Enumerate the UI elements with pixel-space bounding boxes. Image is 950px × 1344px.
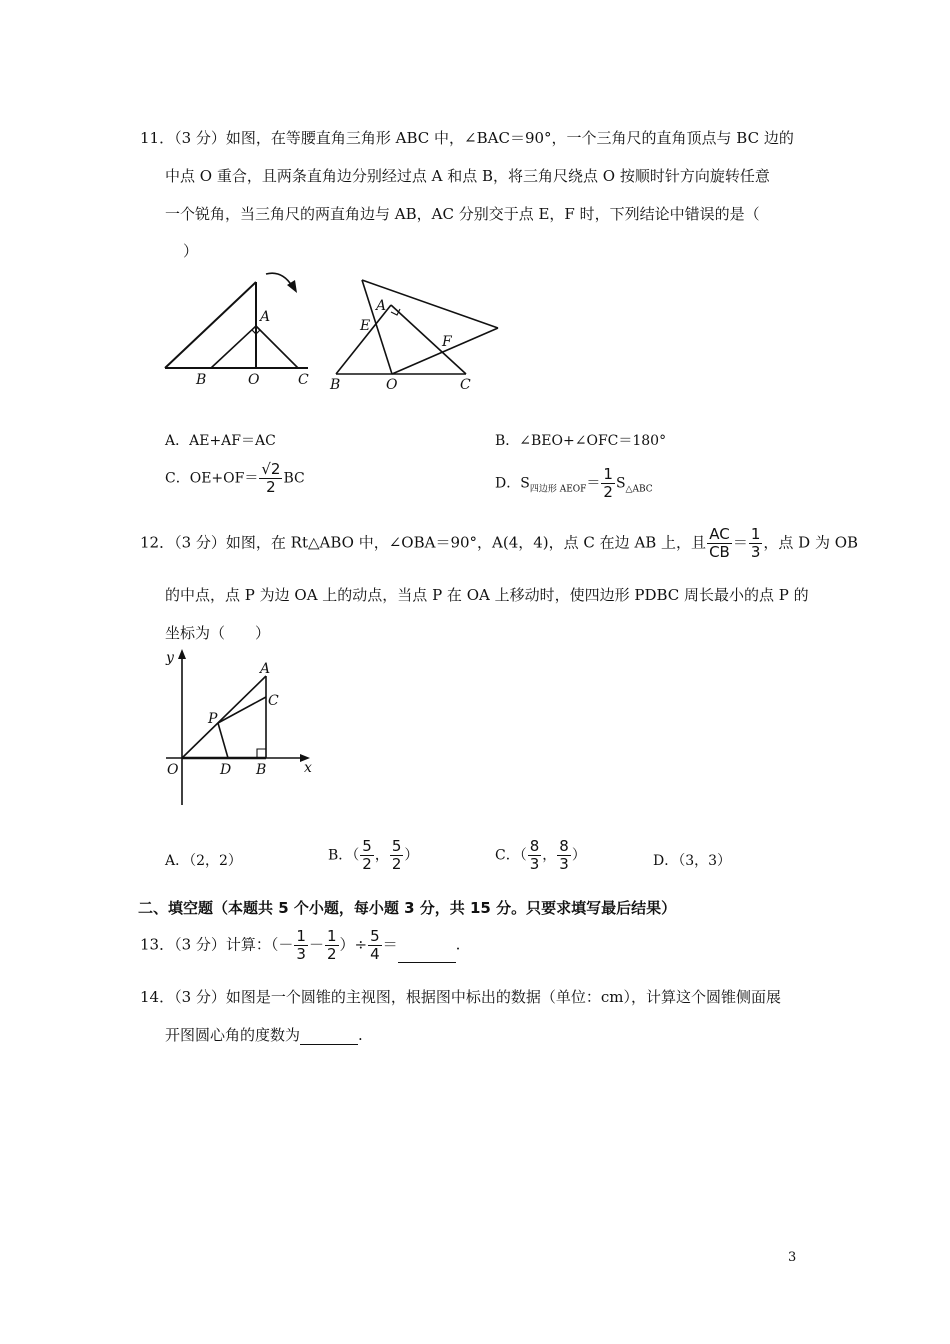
q12-fig-label-o: O [167, 762, 179, 778]
q11-figure-2 [326, 268, 506, 398]
section-heading-fill-in: 二、填空题（本题共 5 个小题，每小题 3 分，共 15 分。只要求填写最后结果） [138, 899, 677, 917]
q13-line [140, 928, 460, 963]
q13-fraction-2 [325, 928, 339, 963]
q12-line-1-suffix: ，点 D 为 OB [763, 533, 859, 552]
q14-line-2-text: 开图圆心角的度数为 [165, 1026, 301, 1044]
q12-option-b-den-2: 2 [391, 855, 402, 873]
q11-option-c [165, 461, 305, 496]
q12-value-denominator: 3 [750, 543, 761, 561]
q12-option-c-fraction-2 [557, 838, 571, 873]
q11-option-d [495, 466, 653, 501]
q13-minus: － [308, 935, 324, 954]
q11-option-d-sub1: 四边形 AEOF [529, 484, 587, 495]
q12-option-b-prefix: B．（ [328, 847, 360, 864]
q13-end: . [455, 935, 461, 954]
q12-fig-label-p: P [208, 711, 218, 727]
q12-line-1-prefix: 12．（3 分）如图，在 Rt△ABO 中，∠OBA＝90°，A(4，4)，点 C 在边 AB 上，且 [140, 533, 707, 552]
q14-end: . [358, 1026, 363, 1044]
q11-option-d-numerator: 1 [603, 465, 613, 483]
rotate-clockwise-arrow-icon [262, 268, 302, 298]
q12-line-3: 坐标为（ ） [165, 624, 271, 642]
q13-divide: ）÷ [339, 935, 368, 954]
q11-option-c-numerator: √2 [261, 460, 281, 478]
q13-prefix: 13．（3 分）计算：（－ [140, 935, 294, 954]
q13-equals: ＝ [382, 935, 398, 954]
q13-den-1: 3 [296, 945, 306, 963]
q12-option-c-den-1: 3 [529, 855, 540, 873]
q12-fig-label-x: x [304, 760, 312, 776]
q14-answer-blank[interactable] [300, 1026, 358, 1045]
q12-ratio-denominator: CB [709, 543, 730, 561]
q13-fraction-1 [294, 928, 308, 963]
q11-fig1-label-a: A [260, 309, 271, 325]
q12-option-b-close: ） [404, 847, 419, 864]
q11-option-c-fraction [259, 461, 282, 496]
q12-option-b-sep: ， [374, 847, 389, 864]
q12-option-c-prefix: C．（ [495, 847, 527, 864]
q12-option-d: D．（3，3） [653, 853, 732, 869]
q12-option-b-num-1: 5 [362, 837, 372, 855]
q12-line-1 [140, 526, 858, 561]
q12-fig-label-a: A [260, 661, 271, 677]
q12-option-c-den-2: 3 [559, 855, 569, 873]
q12-coordinate-figure [160, 645, 325, 810]
q14-line-1: 14．（3 分）如图是一个圆锥的主视图，根据图中标出的数据（单位：cm），计算这个圆锥侧面展 [140, 988, 782, 1006]
q12-option-c-num-1: 8 [529, 837, 540, 855]
q12-fig-label-c: C [268, 693, 279, 709]
q13-den-3: 4 [370, 945, 380, 963]
q12-option-b-fraction-1 [360, 838, 374, 873]
q13-num-1: 1 [296, 927, 306, 945]
q11-fig2-label-f: F [442, 334, 452, 350]
q11-option-d-suffix: S [615, 475, 626, 492]
q12-option-c [495, 838, 586, 873]
q11-option-d-denominator: 2 [603, 483, 613, 501]
q11-option-d-sub2: △ABC [625, 484, 653, 495]
q11-line-2: 中点 O 重合，且两条直角边分别经过点 A 和点 B，将三角尺绕点 O 按顺时针方向旋转任意 [165, 167, 770, 185]
q14-line-2 [165, 1024, 363, 1045]
page-number: 3 [788, 1250, 797, 1265]
q11-fig2-label-b: B [330, 377, 341, 393]
q11-fig2-label-a: A [376, 298, 387, 314]
q13-den-2: 2 [326, 945, 337, 963]
q11-option-b: B．∠BEO+∠OFC＝180° [495, 433, 667, 449]
q11-line-3: 一个锐角，当三角尺的两直角边与 AB，AC 分别交于点 E，F 时，下列结论中错误的是（ [165, 205, 760, 223]
q12-fig-label-d: D [220, 762, 232, 778]
q12-value-numerator: 1 [750, 525, 761, 543]
q12-option-b-den-1: 2 [362, 855, 372, 873]
q12-option-c-close: ） [571, 847, 586, 864]
q12-ratio-fraction [707, 526, 732, 561]
q11-option-c-prefix: C．OE+OF＝ [165, 470, 259, 487]
q13-num-3: 5 [370, 927, 380, 945]
q12-line-2: 的中点，点 P 为边 OA 上的动点，当点 P 在 OA 上移动时，使四边形 PDBC 周长最小的点 P 的 [165, 586, 809, 604]
q12-option-c-sep: ， [542, 847, 557, 864]
q11-line-4: ） [183, 242, 199, 260]
q12-option-b [328, 838, 418, 873]
q12-value-fraction [749, 526, 763, 561]
q12-option-b-fraction-2 [390, 838, 404, 873]
q13-fraction-3 [368, 928, 382, 963]
q12-ratio-numerator: AC [707, 526, 732, 544]
q12-option-c-fraction-1 [528, 838, 542, 873]
q11-fig1-label-c: C [298, 372, 309, 388]
q11-line-1: 11．（3 分）如图，在等腰直角三角形 ABC 中，∠BAC＝90°，一个三角尺的直角顶点与 BC 边的 [140, 129, 794, 147]
q11-fig2-label-c: C [460, 377, 471, 393]
q12-option-c-num-2: 8 [559, 837, 569, 855]
q11-option-a: A．AE+AF＝AC [165, 433, 276, 449]
q11-option-d-eq: ＝ [586, 475, 601, 492]
q11-option-d-prefix: D．S [495, 475, 530, 492]
q11-fig2-label-o: O [386, 377, 398, 393]
q13-num-2: 1 [326, 927, 337, 945]
q12-fig-label-b: B [256, 762, 267, 778]
q11-fig1-label-o: O [248, 372, 260, 388]
q12-option-a: A．（2，2） [165, 853, 242, 869]
q11-fig2-label-e: E [360, 318, 371, 334]
q12-equals: ＝ [732, 533, 748, 552]
q12-option-b-num-2: 5 [391, 837, 402, 855]
q11-option-c-denominator: 2 [266, 478, 276, 496]
q11-option-c-suffix: BC [283, 470, 305, 487]
q13-answer-blank[interactable] [398, 944, 456, 963]
q11-option-d-fraction [601, 466, 615, 501]
q11-fig1-label-b: B [196, 372, 207, 388]
q12-fig-label-y: y [166, 650, 174, 666]
